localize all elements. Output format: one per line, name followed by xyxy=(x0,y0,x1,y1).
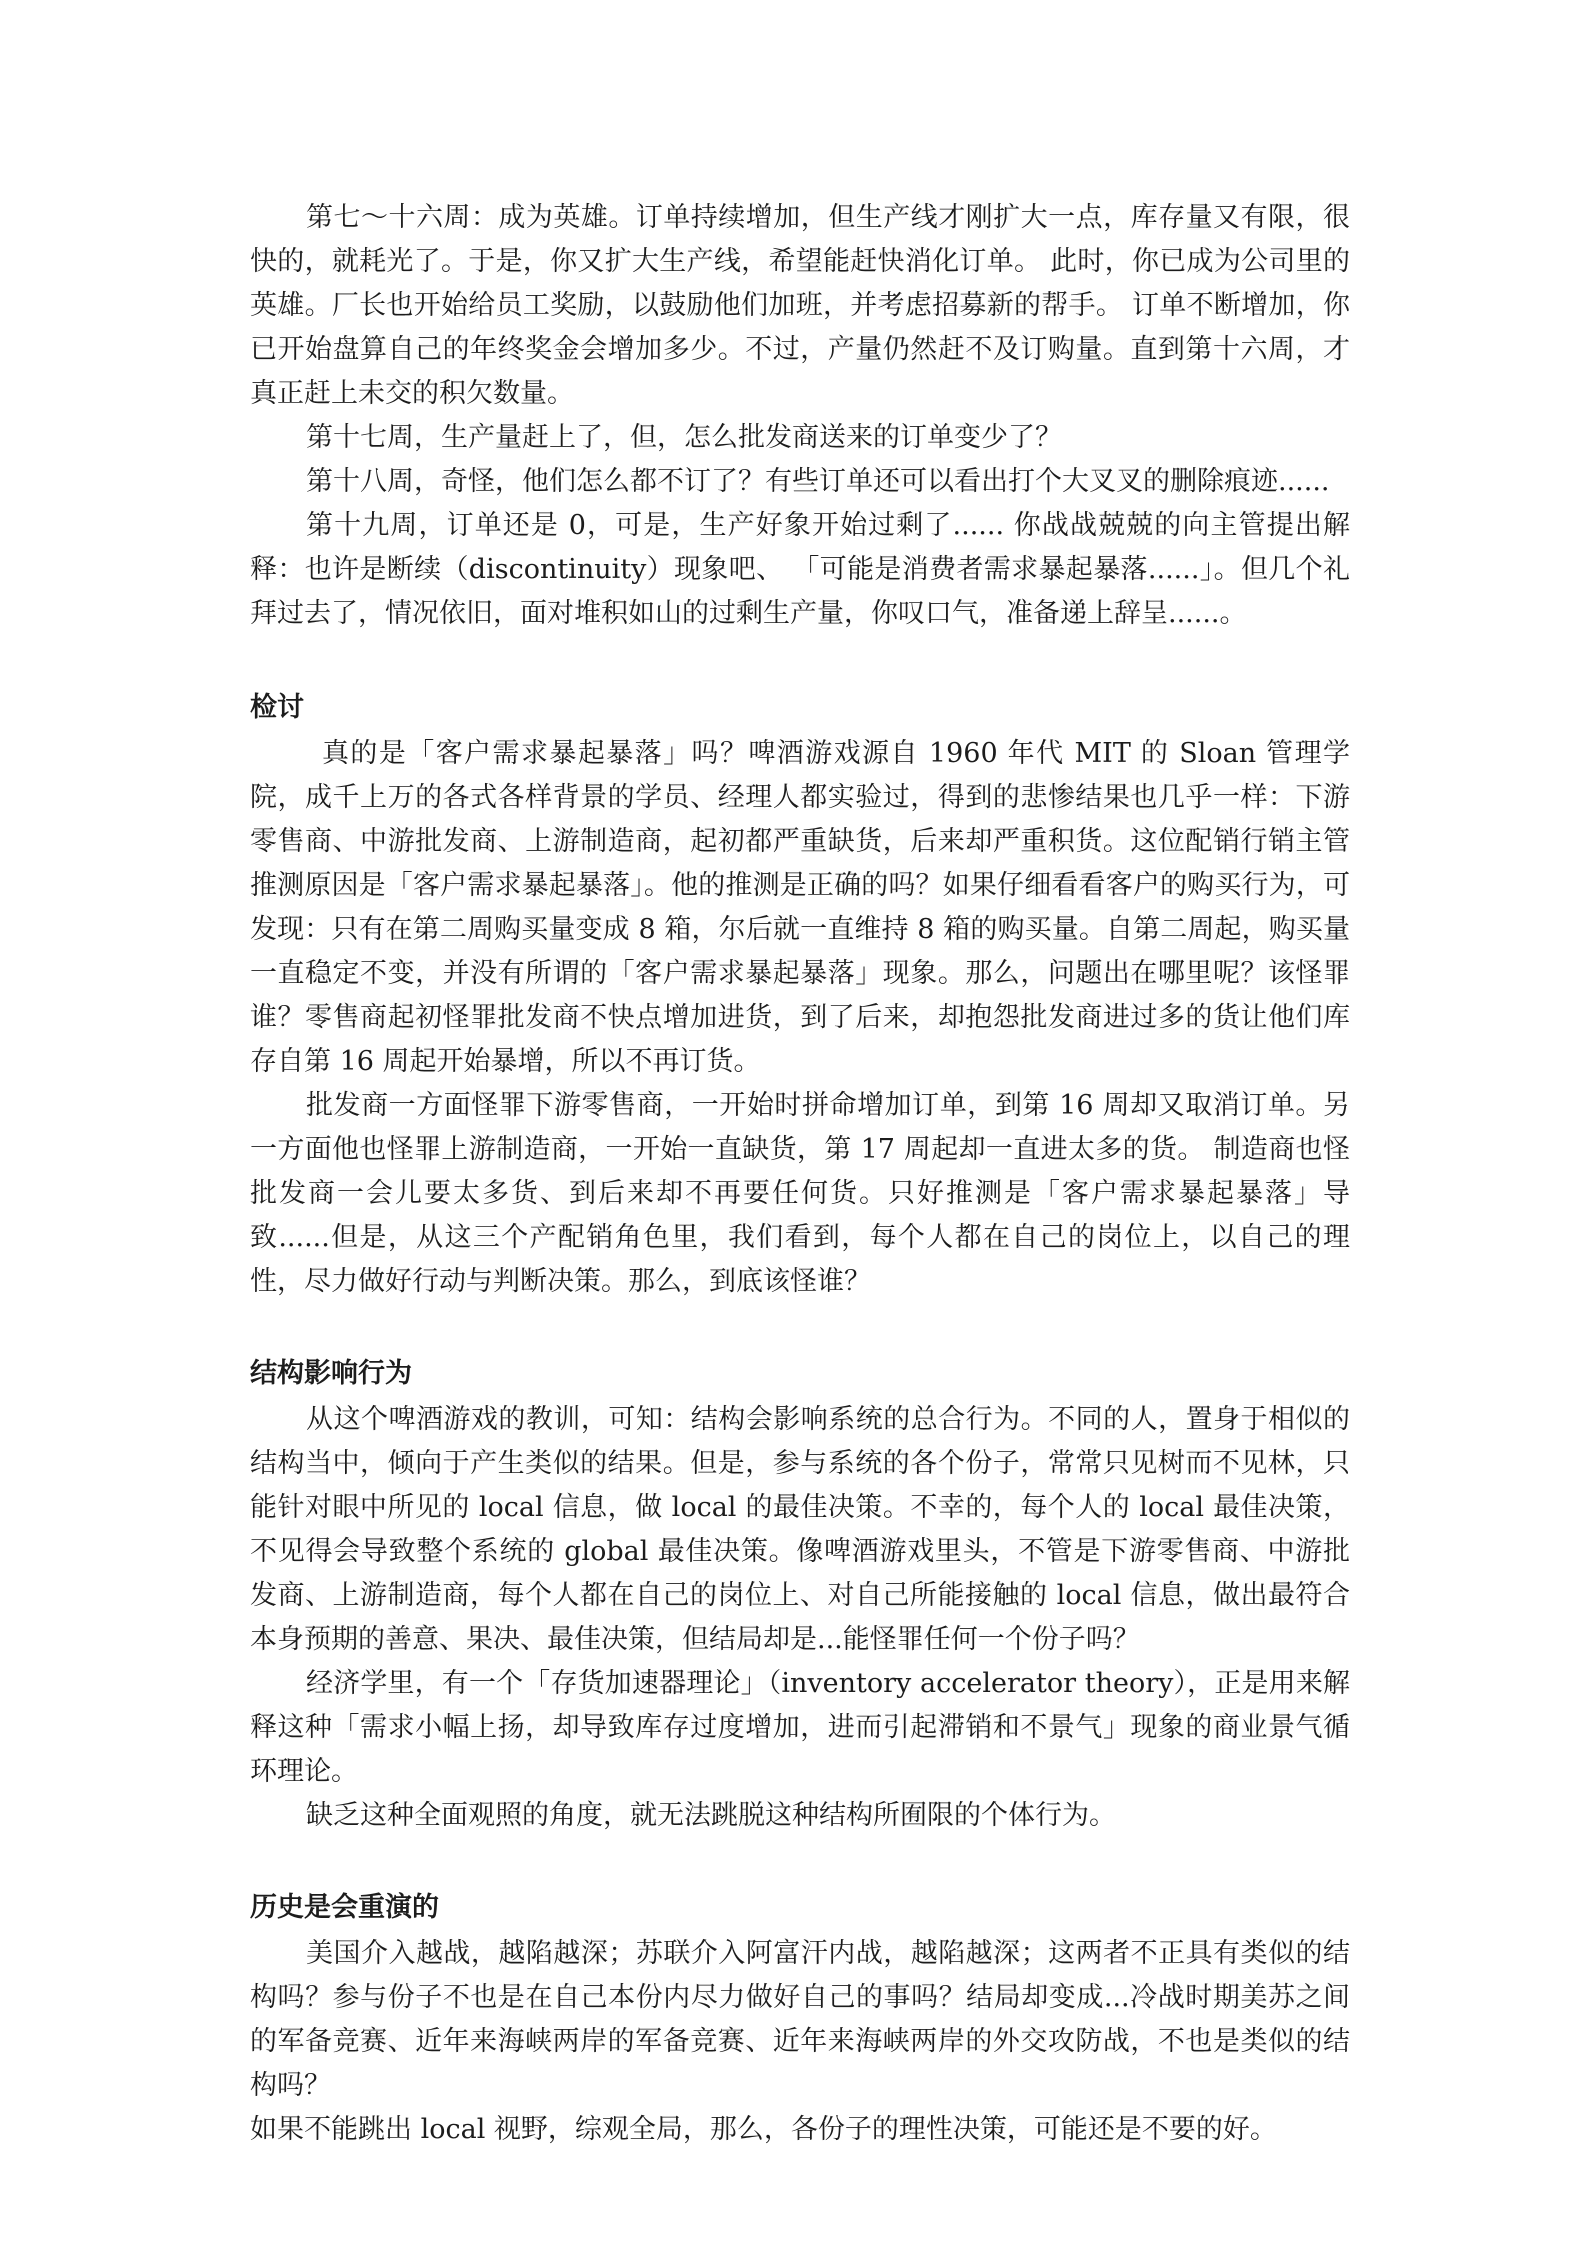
history-section xyxy=(250,1886,1350,2152)
intro-section xyxy=(250,196,1350,636)
paragraph-history-2: 如果不能跳出 local 视野，综观全局，那么，各份子的理性决策，可能还是不要的好。 xyxy=(250,2114,1277,2145)
paragraph-structure-2: 经济学里，有一个「存货加速器理论」（inventory accelerator theory），正是用来解释这种「需求小幅上扬，却导致库存过度增加，进而引起滞销和不景气」现象的商业景气循环理论。 xyxy=(250,1668,1350,1787)
section-heading-structure: 结构影响行为 xyxy=(250,1358,412,1389)
section-heading-history: 历史是会重演的 xyxy=(250,1892,439,1923)
review-section xyxy=(250,686,1350,1304)
structure-section xyxy=(250,1352,1350,1838)
paragraph-history-1: 美国介入越战，越陷越深；苏联介入阿富汗内战，越陷越深；这两者不正具有类似的结构吗？参与份子不也是在自己本份内尽力做好自己的事吗？结局却变成...冷战时期美苏之间的军备竞赛、近年来海峡两岸的军备竞赛、近年来海峡两岸的外交攻防战，不也是类似的结构吗？ xyxy=(250,1938,1350,2101)
paragraph-weeks-7-16: 第七～十六周：成为英雄。订单持续增加，但生产线才刚扩大一点，库存量又有限，很快的，就耗光了。于是，你又扩大生产线，希望能赶快消化订单。 此时，你已成为公司里的英雄。厂长也开始给员工奖励，以鼓励他们加班，并考虑招募新的帮手。 订单不断增加，你已开始盘算自己的年终奖金会增加多少。不过，产量仍然赶不及订购量。直到第十六周，才真正赶上未交的积欠数量。 xyxy=(250,202,1350,409)
section-heading-review: 检讨 xyxy=(250,692,304,723)
document-page xyxy=(250,196,1350,2152)
paragraph-week-18: 第十八周，奇怪，他们怎么都不订了？有些订单还可以看出打个大叉叉的删除痕迹...... xyxy=(306,466,1330,497)
paragraph-week-17: 第十七周，生产量赶上了，但，怎么批发商送来的订单变少了？ xyxy=(306,422,1062,453)
paragraph-structure-3: 缺乏这种全面观照的角度，就无法跳脱这种结构所囿限的个体行为。 xyxy=(306,1800,1116,1831)
paragraph-review-2: 批发商一方面怪罪下游零售商，一开始时拼命增加订单，到第 16 周却又取消订单。另一方面他也怪罪上游制造商，一开始一直缺货，第 17 周起却一直进太多的货。 制造商也怪批发商一会儿要太多货、到后来却不再要任何货。只好推测是「客户需求暴起暴落」导致......但是，从这三个产配销角色里，我们看到，每个人都在自己的岗位上，以自己的理性，尽力做好行动与判断决策。那么，到底该怪谁？ xyxy=(250,1090,1350,1297)
paragraph-structure-1: 从这个啤酒游戏的教训，可知：结构会影响系统的总合行为。不同的人，置身于相似的结构当中，倾向于产生类似的结果。但是，参与系统的各个份子，常常只见树而不见林，只能针对眼中所见的 local 信息，做 local 的最佳决策。不幸的，每个人的 local 最佳决策，不见得会导致整个系统的 global 最佳决策。像啤酒游戏里头，不管是下游零售商、中游批发商、上游制造商，每个人都在自己的岗位上、对自己所能接触的 local 信息，做出最符合本身预期的善意、果决、最佳决策，但结局却是...能怪罪任何一个份子吗？ xyxy=(250,1404,1350,1655)
paragraph-week-19: 第十九周，订单还是 0，可是，生产好象开始过剩了...... 你战战兢兢的向主管提出解释：也许是断续（discontinuity）现象吧、 「可能是消费者需求暴起暴落......」。但几个礼拜过去了，情况依旧，面对堆积如山的过剩生产量，你叹口气，准备递上辞呈......。 xyxy=(250,510,1350,629)
paragraph-review-1: 真的是「客户需求暴起暴落」吗？啤酒游戏源自 1960 年代 MIT 的 Sloan 管理学院，成千上万的各式各样背景的学员、经理人都实验过，得到的悲惨结果也几乎一样：下游零售商、中游批发商、上游制造商，起初都严重缺货，后来却严重积货。这位配销行销主管推测原因是「客户需求暴起暴落」。他的推测是正确的吗？如果仔细看看客户的购买行为，可发现：只有在第二周购买量变成 8 箱，尔后就一直维持 8 箱的购买量。自第二周起，购买量一直稳定不变，并没有所谓的「客户需求暴起暴落」现象。那么，问题出在哪里呢？该怪罪谁？零售商起初怪罪批发商不快点增加进货，到了后来，却抱怨批发商进过多的货让他们库存自第 16 周起开始暴增，所以不再订货。 xyxy=(250,738,1350,1077)
